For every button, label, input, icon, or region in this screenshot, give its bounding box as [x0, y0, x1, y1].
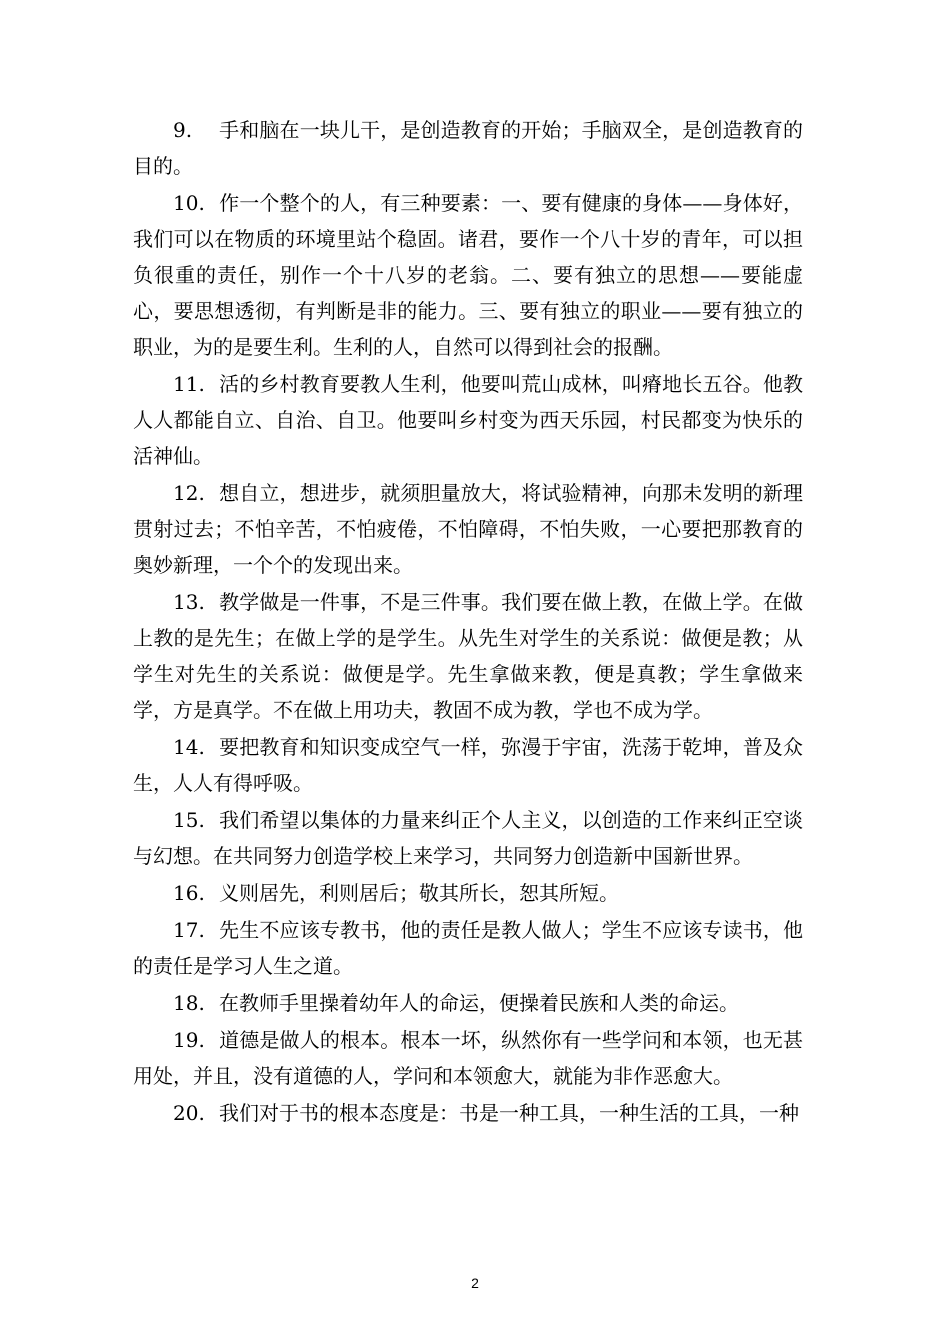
- paragraph-text: 我们对于书的根本态度是：书是一种工具，一种生活的工具，一种: [219, 1101, 799, 1125]
- paragraph-10: [133, 185, 803, 365]
- paragraph-text: 先生不应该专教书，他的责任是教人做人；学生不应该专读书，他的责任是学习人生之道。: [133, 918, 803, 978]
- paragraph-text: 道德是做人的根本。根本一坏，纵然你有一些学问和本领，也无甚用处，并且，没有道德的人，学问和本领愈大，就能为非作恶愈大。: [133, 1028, 803, 1088]
- item-number: 15.: [173, 808, 205, 832]
- item-number: 12.: [173, 481, 205, 505]
- paragraph-18: [133, 985, 803, 1021]
- item-number: 11.: [173, 372, 205, 396]
- document-body: [133, 112, 803, 1132]
- paragraph-19: [133, 1022, 803, 1094]
- paragraph-text: 手和脑在一块儿干，是创造教育的开始；手脑双全，是创造教育的目的。: [133, 118, 803, 178]
- item-number: 10.: [173, 191, 205, 215]
- paragraph-11: [133, 366, 803, 474]
- item-number: 20.: [173, 1101, 205, 1125]
- paragraph-text: 要把教育和知识变成空气一样，弥漫于宇宙，洗荡于乾坤，普及众生，人人有得呼吸。: [133, 735, 803, 795]
- item-number: 19.: [173, 1028, 205, 1052]
- paragraph-13: [133, 584, 803, 728]
- paragraph-15: [133, 802, 803, 874]
- paragraph-text: 想自立，想进步，就须胆量放大，将试验精神，向那未发明的新理贯射过去；不怕辛苦，不怕疲倦，不怕障碍，不怕失败，一心要把那教育的奥妙新理，一个个的发现出来。: [133, 481, 803, 577]
- item-number: 13.: [173, 590, 205, 614]
- paragraph-9: [133, 112, 803, 184]
- paragraph-12: [133, 475, 803, 583]
- paragraph-16: [133, 875, 803, 911]
- item-number: 16.: [173, 881, 205, 905]
- item-number: 14.: [173, 735, 205, 759]
- paragraph-text: 义则居先，利则居后；敬其所长，恕其所短。: [219, 881, 619, 905]
- paragraph-text: 在教师手里操着幼年人的命运，便操着民族和人类的命运。: [219, 991, 739, 1015]
- item-number: 17.: [173, 918, 205, 942]
- item-number: 9.: [173, 118, 193, 142]
- paragraph-text: 我们希望以集体的力量来纠正个人主义，以创造的工作来纠正空谈与幻想。在共同努力创造学校上来学习，共同努力创造新中国新世界。: [133, 808, 803, 868]
- paragraph-text: 教学做是一件事，不是三件事。我们要在做上教，在做上学。在做上教的是先生；在做上学的是学生。从先生对学生的关系说：做便是教；从学生对先生的关系说：做便是学。先生拿做来教，便是真教；学生拿做来学，方是真学。不在做上用功夫，教固不成为教，学也不成为学。: [133, 590, 803, 722]
- paragraph-20: [133, 1095, 803, 1131]
- paragraph-17: [133, 912, 803, 984]
- item-number: 18.: [173, 991, 205, 1015]
- paragraph-14: [133, 729, 803, 801]
- paragraph-text: 作一个整个的人，有三种要素：一、要有健康的身体——身体好，我们可以在物质的环境里站个稳固。诸君，要作一个八十岁的青年，可以担负很重的责任，别作一个十八岁的老翁。二、要有独立的思想——要能虚心，要思想透彻，有判断是非的能力。三、要有独立的职业——要有独立的职业，为的是要生利。生利的人，自然可以得到社会的报酬。: [133, 191, 803, 359]
- paragraph-text: 活的乡村教育要教人生利，他要叫荒山成林，叫瘠地长五谷。他教人人都能自立、自治、自卫。他要叫乡村变为西天乐园，村民都变为快乐的活神仙。: [133, 372, 803, 468]
- page-number: 2: [471, 1275, 479, 1291]
